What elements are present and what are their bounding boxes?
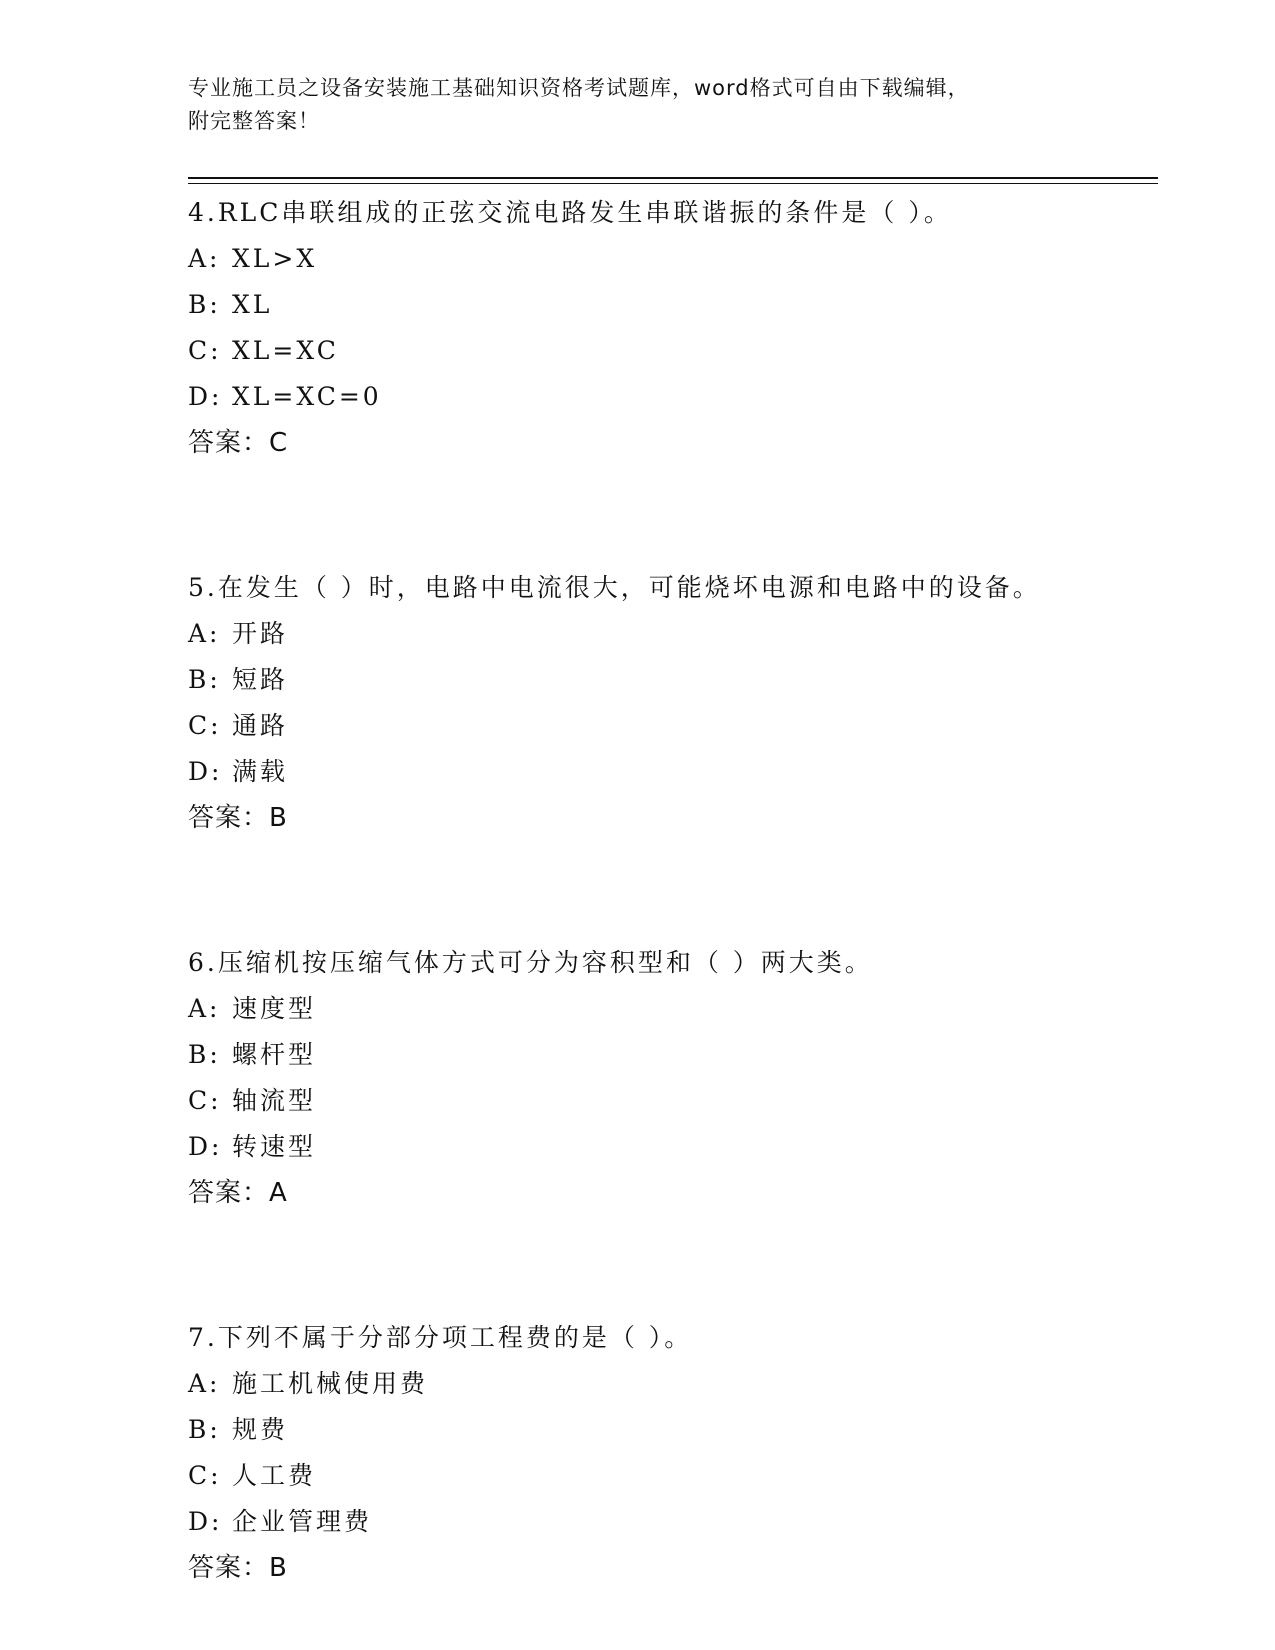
option-text: 开路 [232, 619, 289, 648]
option-key: D: [188, 382, 223, 411]
option-text: XL=XC=0 [232, 382, 382, 411]
option-key: B: [188, 1040, 221, 1069]
option-b [188, 282, 1158, 328]
option-c [188, 1078, 1158, 1124]
option-text: 短路 [232, 665, 289, 694]
option-text: XL>X [232, 244, 318, 273]
option-key: D: [188, 1132, 223, 1161]
question-list [188, 190, 1158, 1591]
option-b [188, 1407, 1158, 1453]
option-c [188, 703, 1158, 749]
option-d [188, 1124, 1158, 1170]
option-c [188, 1453, 1158, 1499]
option-text: 螺杆型 [232, 1040, 317, 1069]
option-key: A: [188, 619, 221, 648]
option-key: D: [188, 1507, 223, 1536]
option-a [188, 1361, 1158, 1407]
option-key: C: [188, 711, 222, 740]
question-4 [188, 190, 1158, 466]
question-5 [188, 565, 1158, 841]
option-d [188, 374, 1158, 420]
option-text: 轴流型 [232, 1086, 317, 1115]
question-7 [188, 1315, 1158, 1591]
option-key: A: [188, 1369, 221, 1398]
option-d [188, 749, 1158, 795]
header-line-1: 专业施工员之设备安装施工基础知识资格考试题库，word格式可自由下载编辑， [188, 76, 970, 100]
option-text: XL=XC [232, 336, 339, 365]
question-gap [188, 1216, 1158, 1315]
option-text: 通路 [232, 711, 289, 740]
option-b [188, 657, 1158, 703]
option-c [188, 328, 1158, 374]
option-key: C: [188, 1086, 222, 1115]
option-key: B: [188, 665, 221, 694]
question-stem: 7.下列不属于分部分项工程费的是（ ）。 [188, 1323, 693, 1352]
header-line-2: 附完整答案！ [188, 109, 320, 133]
option-text: 转速型 [232, 1132, 317, 1161]
option-text: 满载 [232, 757, 289, 786]
option-b [188, 1032, 1158, 1078]
option-text: 规费 [232, 1415, 289, 1444]
option-text: 人工费 [232, 1461, 317, 1490]
option-key: B: [188, 290, 221, 319]
option-text: 速度型 [232, 994, 317, 1023]
option-d [188, 1499, 1158, 1545]
option-key: B: [188, 1415, 221, 1444]
question-gap [188, 466, 1158, 565]
answer-line: 答案：B [188, 1553, 288, 1583]
question-stem: 4.RLC串联组成的正弦交流电路发生串联谐振的条件是（ ）。 [188, 198, 952, 227]
option-a [188, 986, 1158, 1032]
question-6 [188, 940, 1158, 1216]
document-header [188, 72, 1088, 138]
option-key: D: [188, 757, 223, 786]
option-text: 施工机械使用费 [232, 1369, 429, 1398]
question-gap [188, 841, 1158, 940]
option-key: C: [188, 336, 222, 365]
option-key: A: [188, 244, 221, 273]
option-key: A: [188, 994, 221, 1023]
answer-line: 答案：A [188, 1178, 288, 1208]
option-text: XL [232, 290, 273, 319]
header-divider-thin [188, 183, 1158, 184]
option-a [188, 611, 1158, 657]
question-stem: 5.在发生（ ）时，电路中电流很大，可能烧坏电源和电路中的设备。 [188, 573, 1041, 602]
question-stem: 6.压缩机按压缩气体方式可分为容积型和（ ）两大类。 [188, 948, 873, 977]
option-text: 企业管理费 [232, 1507, 373, 1536]
option-a [188, 236, 1158, 282]
option-key: C: [188, 1461, 222, 1490]
header-divider-thick [188, 177, 1158, 179]
answer-line: 答案：B [188, 803, 288, 833]
answer-line: 答案：C [188, 428, 289, 458]
